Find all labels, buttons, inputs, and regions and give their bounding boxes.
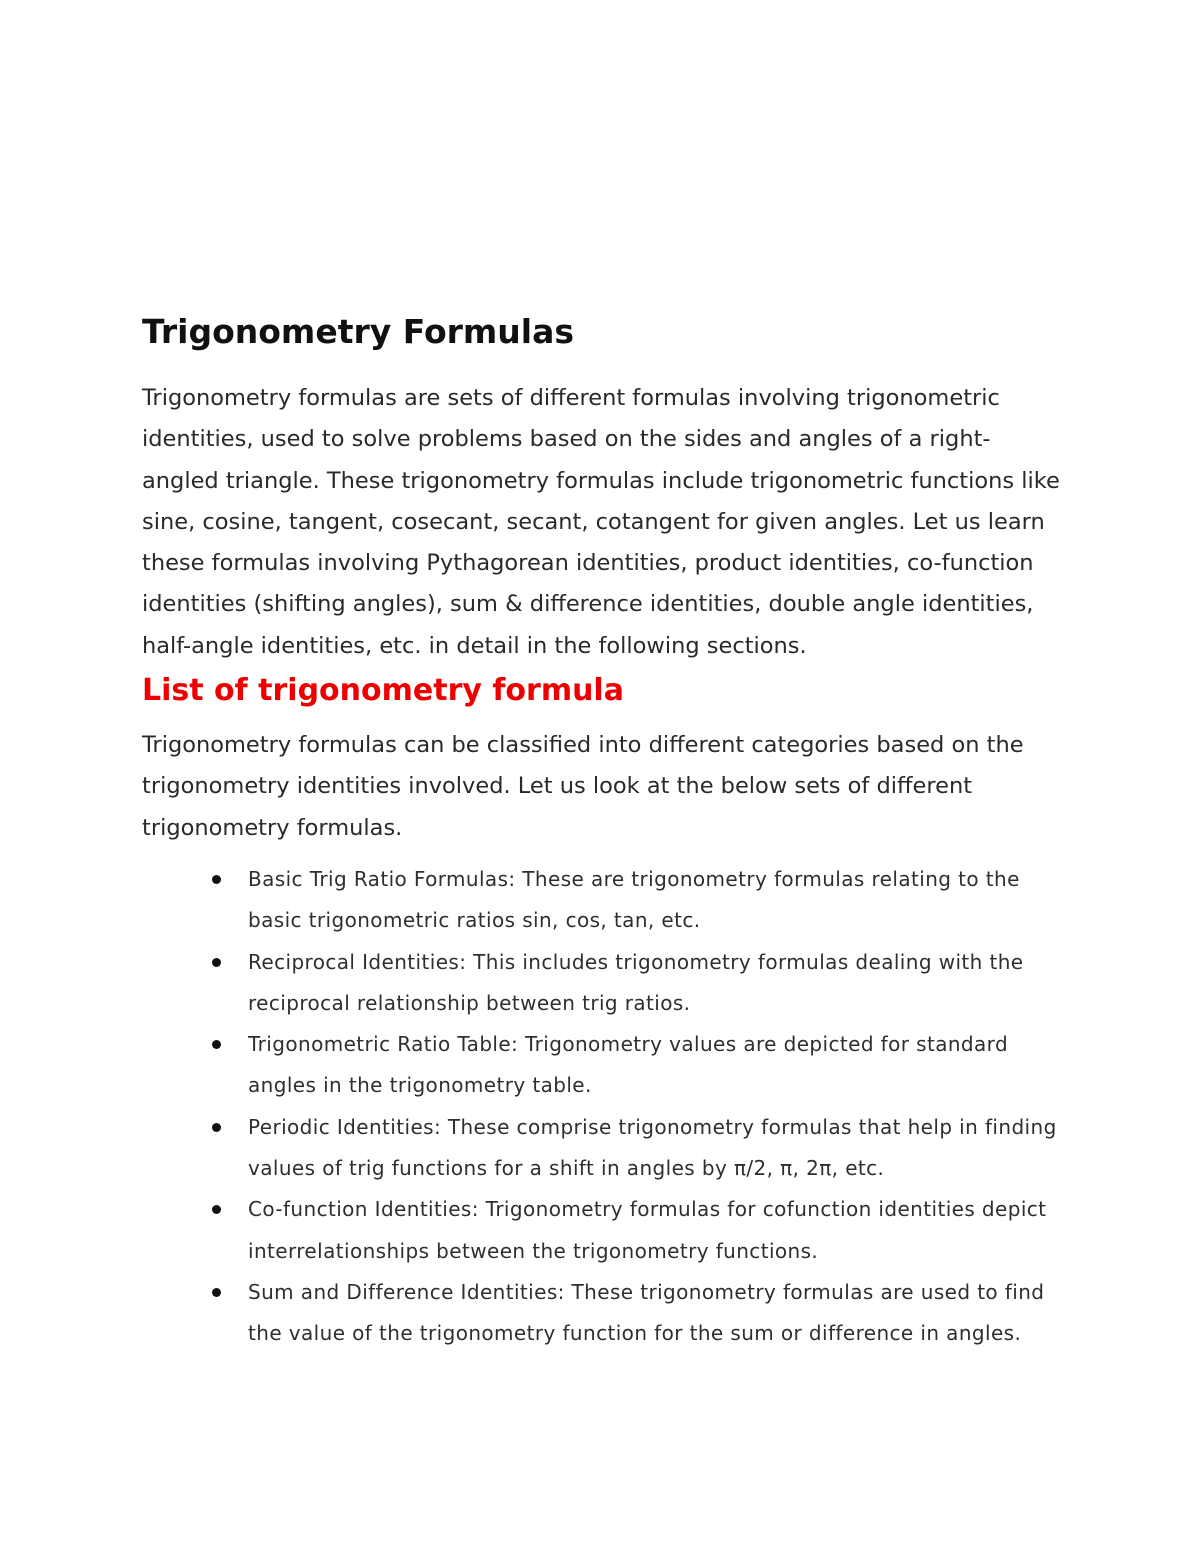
list-item xyxy=(142,942,1062,1025)
bullet-icon xyxy=(212,875,221,884)
list-item xyxy=(142,1024,1062,1107)
list-item xyxy=(142,1107,1062,1190)
bullet-icon xyxy=(212,1123,221,1132)
section-intro-paragraph: Trigonometry formulas can be classified into different categories based on the trigonometry identities involved. Let us look at the below sets of different trigonometry formulas. xyxy=(142,732,1024,841)
list-item-text: Reciprocal Identities: This includes trigonometry formulas dealing with the reciprocal relationship between trig ratios. xyxy=(248,949,1024,1015)
bullet-icon xyxy=(212,1205,221,1214)
bullet-icon xyxy=(212,1040,221,1049)
intro-paragraph: Trigonometry formulas are sets of different formulas involving trigonometric identities, used to solve problems based on the sides and angles of a right-angled triangle. These trigonometry formulas include trigonometric functions like sine, cosine, tangent, cosecant, secant, cotangent for given angles. Let us learn these formulas involving Pythagorean identities, product identities, co-function identities (shifting angles), sum & difference identities, double angle identities, half-angle identities, etc. in detail in the following sections. xyxy=(142,385,1060,659)
list-item xyxy=(142,859,1062,942)
list-item-text: Co-function Identities: Trigonometry formulas for cofunction identities depict interrelationships between the trigonometry functions. xyxy=(248,1197,1047,1263)
list-item xyxy=(142,1272,1062,1355)
list-item xyxy=(142,1189,1062,1272)
formula-category-list xyxy=(142,859,1062,1355)
section-heading: List of trigonometry formula xyxy=(142,673,624,709)
page-title: Trigonometry Formulas xyxy=(142,312,574,351)
list-item-text: Basic Trig Ratio Formulas: These are trigonometry formulas relating to the basic trigonometric ratios sin, cos, tan, etc. xyxy=(248,866,1020,933)
list-item-text: Trigonometric Ratio Table: Trigonometry values are depicted for standard angles in the trigonometry table. xyxy=(248,1032,1009,1098)
list-item-text: Sum and Difference Identities: These trigonometry formulas are used to find the value of the trigonometry function for the sum or difference in angles. xyxy=(248,1279,1045,1346)
list-item-text: Periodic Identities: These comprise trigonometry formulas that help in finding values of trig functions for a shift in angles by π/2, π, 2π, etc. xyxy=(248,1114,1057,1181)
document-page xyxy=(142,310,1062,1355)
bullet-icon xyxy=(212,958,221,967)
bullet-icon xyxy=(212,1288,221,1297)
